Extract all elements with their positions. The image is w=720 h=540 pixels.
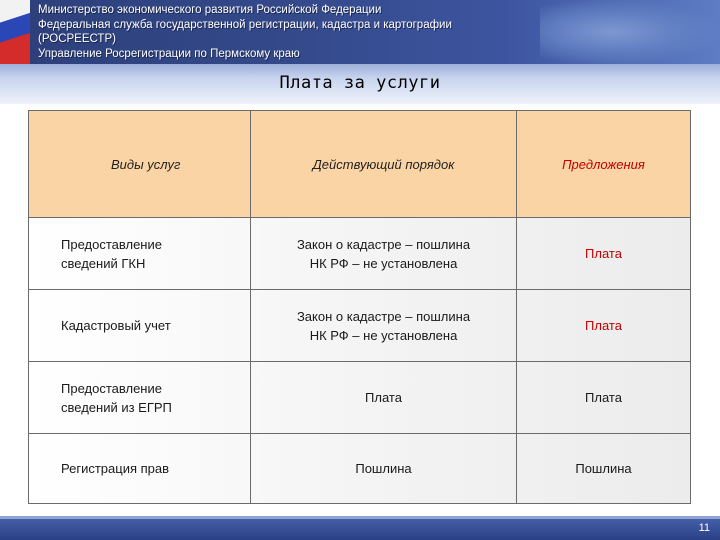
proposal-cell: Плата [585, 390, 622, 405]
header-line: Министерство экономического развития Российской Федерации [38, 4, 382, 16]
column-header-current-order: Действующий порядок [251, 111, 517, 217]
current-order-line: Закон о кадастре – пошлина [296, 308, 471, 324]
proposal-cell: Плата [585, 246, 622, 261]
service-cell [29, 362, 251, 433]
page-number: 11 [698, 522, 710, 534]
organization-name [38, 3, 538, 61]
proposal-cell: Плата [585, 318, 622, 333]
table-row [29, 290, 690, 362]
services-table [28, 110, 691, 504]
page-title: Плата за услуги [279, 73, 441, 93]
column-header-services: Виды услуг [29, 111, 251, 217]
table-row [29, 434, 690, 503]
header-line: Федеральная служба государственной регистрации, кадастра и картографии [38, 18, 452, 31]
table-row [29, 218, 690, 290]
map-decoration [540, 0, 720, 64]
service-label: Предоставление сведений ГКН [61, 236, 162, 271]
service-label: Кадастровый учет [61, 318, 171, 333]
header-line: (РОСРЕЕСТР) [38, 33, 116, 45]
service-label: Предоставление сведений из ЕГРП [61, 380, 172, 415]
header-line: Управление Росрегистрации по Пермскому краю [38, 47, 300, 60]
header-banner [0, 0, 720, 64]
service-cell [29, 290, 251, 361]
current-order-line: НК РФ – не установлена [309, 327, 458, 343]
service-cell [29, 434, 251, 503]
current-order-cell [251, 290, 517, 361]
current-order-cell: Плата [251, 362, 517, 433]
service-cell [29, 218, 251, 289]
proposal-cell: Пошлина [575, 461, 632, 476]
footer-stripe [0, 516, 720, 519]
column-header-proposals: Предложения [562, 156, 645, 172]
table-row [29, 362, 690, 434]
table-header-row [29, 111, 690, 218]
footer-bar [0, 516, 720, 540]
current-order-line: Закон о кадастре – пошлина [296, 236, 471, 252]
current-order-cell: Пошлина [251, 434, 517, 503]
service-label: Регистрация прав [61, 461, 170, 476]
current-order-line: НК РФ – не установлена [309, 255, 458, 271]
russian-flag-icon [0, 0, 32, 64]
current-order-cell [251, 218, 517, 289]
